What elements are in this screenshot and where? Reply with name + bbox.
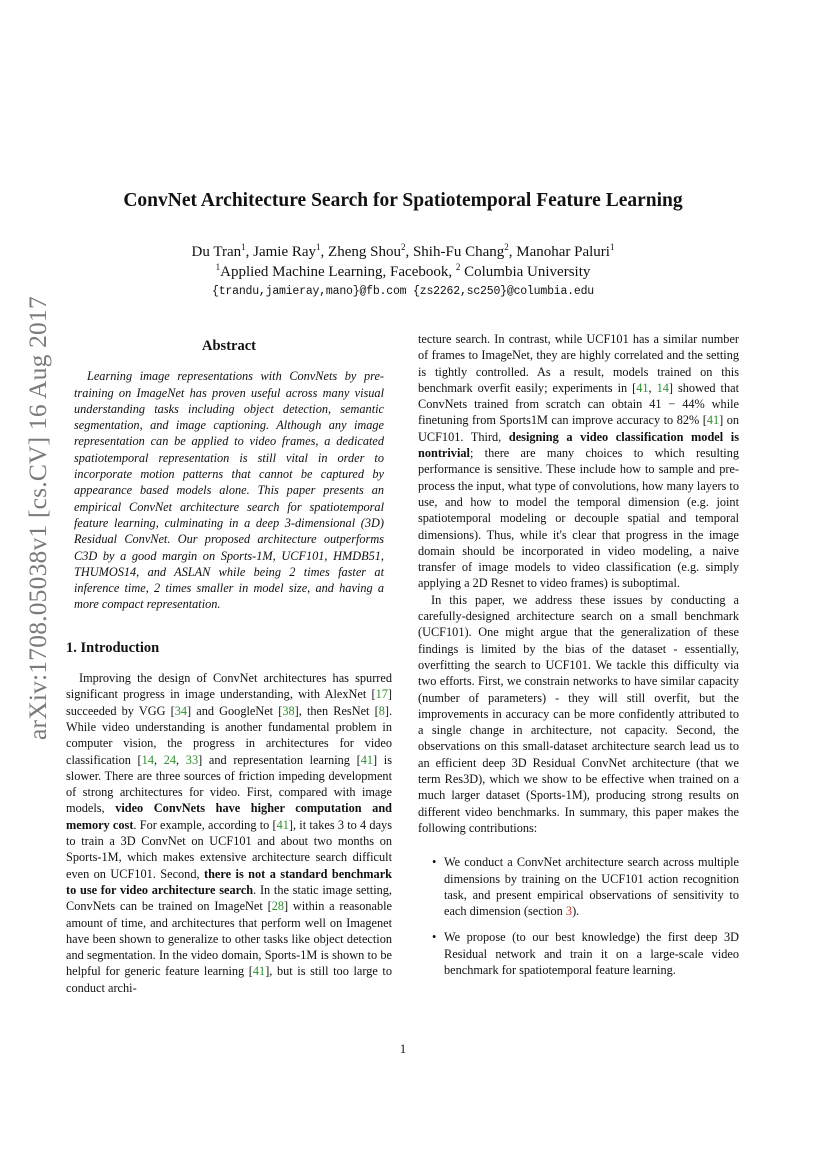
author-separator: , [508, 244, 517, 260]
author-name: Zheng Shou [328, 244, 401, 260]
citation-link[interactable]: 8 [378, 703, 385, 718]
text-run: . In the static image setting, ConvNets can be trained on ImageNet [ [66, 882, 392, 914]
affiliation-columbia: Columbia University [460, 264, 591, 280]
text-run: ] succeeded by VGG [ [66, 687, 392, 718]
text-run: ] and representation learning [ [198, 752, 361, 767]
list-item [432, 854, 739, 919]
citation-link[interactable]: 38 [282, 703, 295, 718]
text-run: ] showed that ConvNets trained from scratch can obtain 41 − 44% while finetuning from Sports1M can improve accuracy to 82% [ [418, 380, 739, 428]
citation-link[interactable]: 41 [276, 817, 289, 832]
emphasis-text: there is not a standard benchmark to use for video architecture search [66, 866, 392, 897]
emphasis-text: video ConvNets have higher computation and memory cost [66, 801, 392, 832]
text-run: ], then ResNet [ [294, 703, 379, 718]
text-run: tecture search. In contrast, while UCF101 has a similar number of frames to ImageNet, they are highly correlated and the setting is tightly controlled. As a result, models trained on this benchmark overfit easily; experiments in [ [418, 332, 739, 395]
citation-link[interactable]: 41 [636, 380, 649, 395]
text-run: , [153, 752, 164, 767]
citation-link[interactable]: 33 [185, 752, 199, 767]
arxiv-identifier: arXiv:1708.05038v1 [cs.CV] 16 Aug 2017 [23, 296, 52, 740]
text-run: ]. While video understanding is another fundamental problem in computer vision, the progress in architectures for video classification [ [66, 703, 393, 767]
author-emails: {trandu,jamieray,mano}@fb.com {zs2262,sc250}@columbia.edu [212, 285, 594, 298]
text-run: ] is slower. There are three sources of friction impeding development of strong architectures for video. First, compared with image models, [66, 752, 393, 816]
author-affil-mark: 1 [316, 242, 321, 252]
affil-mark: 2 [455, 262, 461, 272]
author-name: Jamie Ray [253, 244, 317, 260]
citation-link[interactable]: 17 [375, 687, 388, 702]
right-paragraph-1 [418, 331, 739, 592]
citation-link[interactable]: 28 [271, 899, 285, 914]
citation-link[interactable]: 14 [141, 752, 154, 767]
left-column [66, 338, 392, 996]
author-affil-mark: 2 [400, 242, 406, 252]
citation-link[interactable]: 41 [252, 964, 266, 979]
text-run: ] and GoogleNet [ [187, 703, 283, 718]
citation-link[interactable]: 24 [163, 752, 177, 767]
text-run: ] within a reasonable amount of time, and architectures that perform well on Imagenet have been shown to generalize to other tasks like object detection and segmentation. In the video domain, Sports-1M is shown to be helpful for generic feature learning [ [66, 899, 392, 979]
abstract-heading: Abstract [202, 338, 256, 354]
text-run: . For example, according to [ [133, 817, 277, 832]
section-heading-introduction: 1. Introduction [66, 639, 160, 656]
author-affil-mark: 1 [241, 242, 246, 252]
author-name: Du Tran [191, 244, 242, 260]
text-run: , [648, 380, 657, 395]
text-run: Improving the design of ConvNet architectures has spurred significant progress in image understanding, with AlexNet [ [66, 671, 392, 702]
text-run: ] on UCF101. Third, [418, 413, 740, 444]
citation-link[interactable]: 34 [174, 703, 188, 718]
author-separator: , [320, 244, 329, 260]
author-separator: , [405, 244, 413, 260]
author-names [0, 242, 806, 262]
intro-paragraph [66, 670, 392, 996]
author-affil-mark: 2 [504, 242, 509, 252]
page-number: 1 [399, 1042, 407, 1056]
paper-title: ConvNet Architecture Search for Spatiotemporal Feature Learning [123, 190, 683, 211]
abstract-text: Learning image representations with ConvNets by pre-training on ImageNet has proven useful across many visual understanding tasks including object detection, semantic segmentation, and image captioning. Although any image representation can be applied to video frames, a dedicated spatiotemporal representation is still vital in order to incorporate motion patterns that cannot be captured by appearance based models alone. This paper presents an empirical ConvNet architecture search for spatiotemporal feature learning, culminating in a deep 3-dimensional (3D) Residual ConvNet. Our proposed architecture outperforms C3D by a good margin on Sports-1M, UCF101, HMDB51, THUMOS14, and ASLAN while being 2 times faster at inference time, 2 times smaller in model size, and having a more compact representation. [74, 369, 384, 612]
right-column [418, 331, 739, 988]
contributions-list [418, 854, 739, 978]
author-name: Shih-Fu Chang [412, 244, 505, 260]
author-separator: , [245, 244, 254, 260]
text-run: We conduct a ConvNet architecture search across multiple dimensions by training on the UCF101 action recognition task, and present empirical observations of sensitivity to each dimension (section [444, 855, 739, 919]
author-affil-mark: 1 [609, 242, 615, 252]
section-link[interactable]: 3 [565, 904, 573, 919]
list-item: • We propose (to our best knowledge) the first deep 3D Residual network and train it on a large-scale video benchmark for spatiotemporal feature learning. [432, 929, 739, 978]
text-run: ], but is still too large to conduct archi- [66, 964, 392, 995]
affiliation-facebook: Applied Machine Learning, Facebook, [220, 264, 456, 280]
author-block [0, 242, 806, 282]
citation-link[interactable]: 14 [656, 380, 669, 395]
emphasis-text: designing a video classification model is nontrivial [418, 429, 739, 461]
text-run: ; there are many choices to which resulting performance is sensitive. These include how to sample and pre-process the input, what type of convolutions, how many layers to use, and how to model the temporal dimension (e.g. joint spatiotemporal modeling or decouple spatial and temporal dimensions). Thus, while it's clear that progress in the image domain should be incorporated in video modeling, a naive transfer of image models to video classification (e.g. simply applying a 2D Resnet to video frames) is suboptimal. [418, 446, 739, 591]
right-paragraph-2: In this paper, we address these issues by conducting a carefully-designed architecture search on a small benchmark (UCF101). One might argue that the generalization of these findings is limited by the bias of the dataset - essentially, overfitting the search to UCF101. We tackle this difficulty via two efforts. First, we constrain networks to have similar capacity (number of parameters) - they will still overfit, but the improvements in accuracy can be more confidently attributed to a single change in architecture, not capacity. Second, the observations on this small-dataset architecture search lead us to an efficient deep 3D Residual ConvNet architecture (that we term Res3D), which we show to be effective when trained on a much larger dataset (Sports-1M), producing strong results on different video benchmarks. In summary, this paper makes the following contributions: [418, 592, 739, 835]
citation-link[interactable]: 41 [706, 413, 720, 428]
text-run: ], it takes 3 to 4 days to train a 3D ConvNet on UCF101 and about two months on Sports-1M, which makes extensive architecture search difficult even on UCF101. Second, [66, 817, 392, 881]
text-run: , [176, 752, 186, 767]
citation-link[interactable]: 41 [360, 752, 374, 767]
text-run: ). [572, 904, 580, 919]
author-name: Manohar Paluri [516, 244, 610, 260]
affiliations [0, 262, 806, 282]
affil-mark: 1 [215, 262, 221, 272]
